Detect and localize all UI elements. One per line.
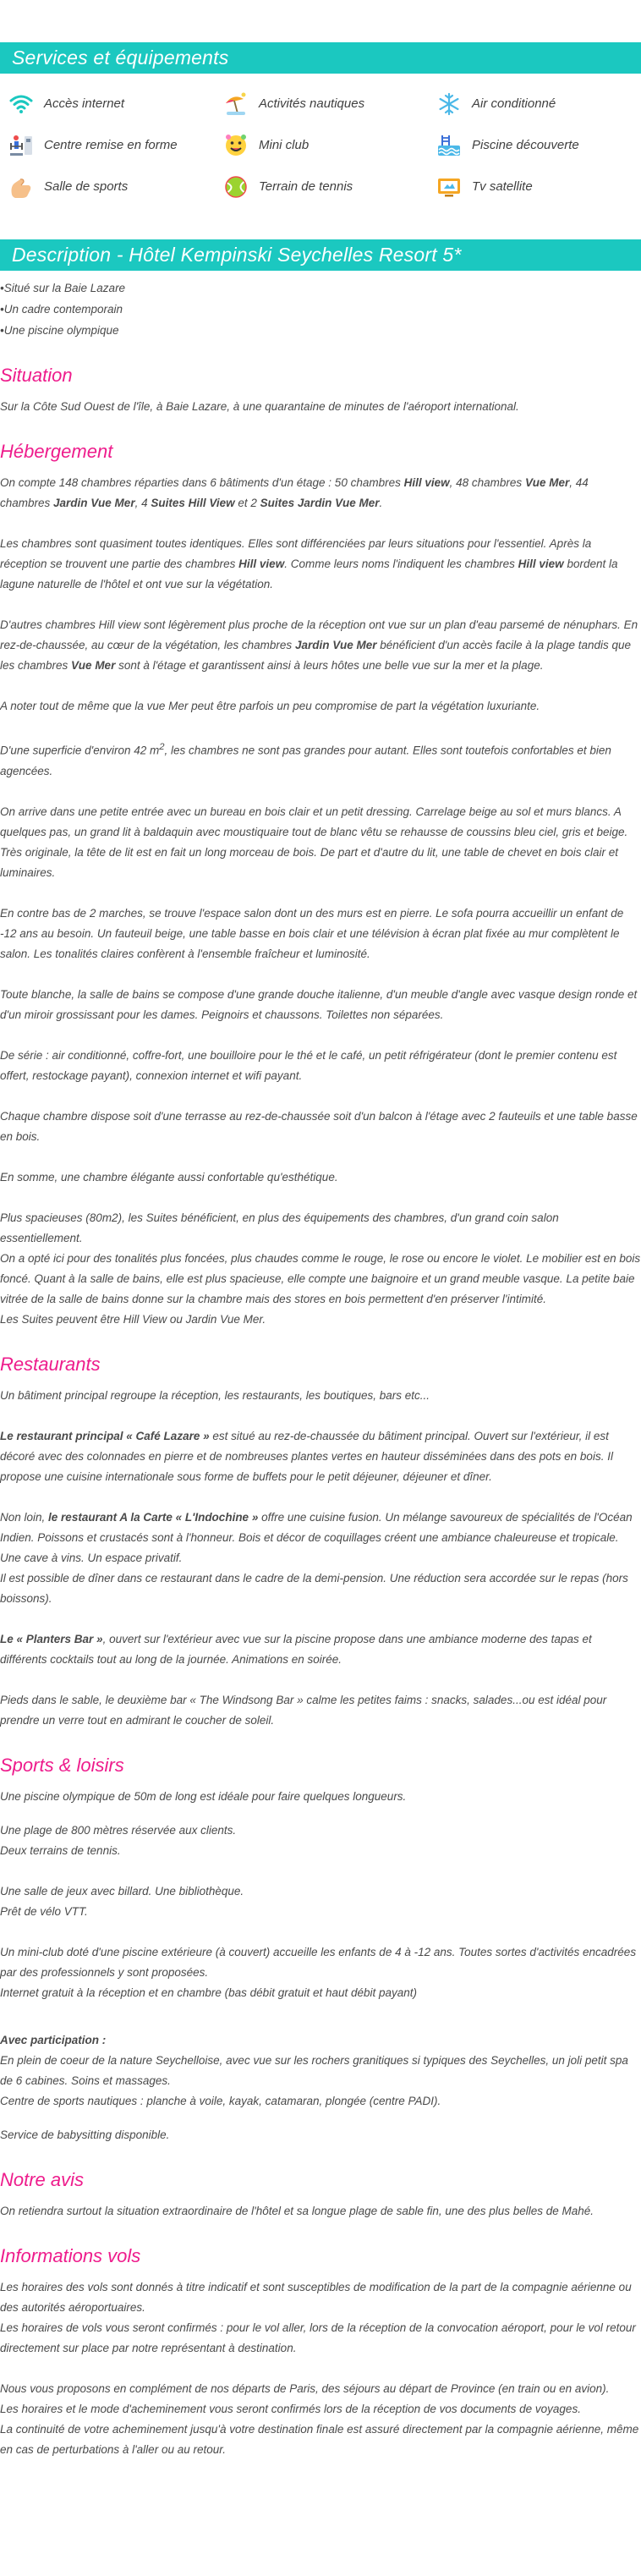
description-banner: Description - Hôtel Kempinski Seychelles Resort 5*	[0, 239, 641, 271]
gym-icon	[8, 174, 34, 200]
sports-tennis: Deux terrains de tennis.	[0, 1843, 121, 1857]
highlights-list	[0, 277, 641, 341]
hebergement-heading: Hébergement	[0, 441, 113, 462]
hebergement-living: En contre bas de 2 marches, se trouve l'espace salon dont un des murs est en pierre. Le sofa pourra accueillir un enfant de -12 ans au besoin. Un fauteuil beige, une table basse en bois clair et une télévision à écran plat fixée au mur complètent le salon. Les tonalités claires confèrent à l'ensemble fraîcheur et luminosité.	[0, 906, 624, 960]
highlight-item: • Un cadre contemporain	[0, 299, 641, 320]
amenity-water-activities	[215, 83, 428, 124]
beach-umbrella-icon	[223, 91, 249, 117]
restaurant-windsong-bar: Pieds dans le sable, le deuxième bar « The Windsong Bar » calme les petites faims : snacks, salades...ou est idéal pour prendre un verre tout en admirant le coucher de soleil.	[0, 1693, 607, 1727]
hotel-page	[0, 42, 641, 2460]
sports-internet: Internet gratuit à la réception et en chambre (bas débit gratuit et haut débit payant)	[0, 1986, 418, 1999]
restaurant-half-board: Il est possible de dîner dans ce restaurant dans le cadre de la demi-pension. Une réduction sera accordée sur le repas (hors boissons).	[0, 1571, 628, 1605]
sports-mini-club: Un mini-club doté d'une piscine extérieure (à couvert) accueille les enfants de 4 à -12 ans. Toutes sortes d'activités encadrées par des professionnels y sont proposées.	[0, 1945, 637, 1979]
hebergement-suites: Plus spacieuses (80m2), les Suites bénéficient, en plus des équipements des chambres, d'un grand coin salon essentiellement.	[0, 1211, 559, 1244]
vols-heading: Informations vols	[0, 2244, 141, 2266]
hebergement-summary: En somme, une chambre élégante aussi confortable qu'esthétique.	[0, 1170, 338, 1184]
sports-heading: Sports & loisirs	[0, 1754, 124, 1776]
vols-schedules: Les horaires et le mode d'acheminement vous seront confirmés lors de la réception de vos documents de voyages.	[0, 2402, 581, 2415]
amenity-outdoor-pool	[428, 124, 641, 166]
amenity-label: Salle de sports	[44, 179, 129, 194]
sports-babysitting: Service de babysitting disponible.	[0, 2128, 170, 2141]
restaurant-planters-bar: Le « Planters Bar », ouvert sur l'extérieur avec vue sur la piscine propose dans une ambiance moderne des tapas et différents cocktails tout au long de la journée. Animations en soirée.	[0, 1632, 592, 1666]
hebergement-note: A noter tout de même que la vue Mer peut être parfois un peu compromise de part la végétation luxuriante.	[0, 700, 540, 712]
restaurants-heading: Restaurants	[0, 1353, 101, 1375]
sports-paid-label: Avec participation :	[0, 2033, 107, 2046]
tv-icon	[436, 174, 462, 200]
amenity-label: Activités nautiques	[259, 96, 365, 111]
hebergement-rooms-views: D'autres chambres Hill view sont légèrement plus proche de la réception ont vue sur un plan d'eau parsemé de nénuphars. En rez-de-chaussée, au cœur de la végétation, les chambres Jardin Vue Mer bénéficient d'un accès facile à la plage tandis que les chambres Vue Mer sont à l'étage et garantissent ainsi à leurs hôtes une belle vue sur la mer et la plage.	[0, 618, 638, 672]
hebergement-rooms-situation: Les chambres sont quasiment toutes identiques. Elles sont différenciées par leurs situations pour l'essentiel. Après la réception se trouvent une partie des chambres Hill view. Comme leurs noms l'indiquent les chambres Hill view bordent la lagune naturelle de l'hôtel et ont vue sur la végétation.	[0, 537, 618, 590]
restaurant-indochine: Non loin, le restaurant A la Carte « L'Indochine » offre une cuisine fusion. Un mélange savoureux de spécialités de l'Océan Indien. Poissons et crustacés sont à l'honneur. Bois et décor de coquillages créent une ambiance chaleureuse et tropicale. Une cave à vins. Un espace privatif.	[0, 1510, 633, 1564]
amenity-label: Tv satellite	[472, 179, 533, 194]
amenity-fitness-center	[0, 124, 215, 166]
amenity-air-conditioning	[428, 83, 641, 124]
avis-text: On retiendra surtout la situation extraordinaire de l'hôtel et sa longue plage de sable fin, une des plus belles de Mahé.	[0, 2204, 594, 2217]
amenity-tennis-court	[215, 166, 428, 207]
hebergement-bathroom: Toute blanche, la salle de bains se compose d'une grande douche italienne, d'un meuble d'angle avec vasque design ronde et d'un miroir grossissant pour les dames. Peignoirs et chaussons. Toilettes non séparées.	[0, 987, 638, 1021]
amenity-label: Terrain de tennis	[259, 179, 353, 194]
tennis-icon	[223, 174, 249, 200]
sports-games-room: Une salle de jeux avec billard. Une bibliothèque.	[0, 1884, 244, 1898]
highlight-item: • Situé sur la Baie Lazare	[0, 277, 641, 299]
sports-spa: En plein de coeur de la nature Seychelloise, avec vue sur les rochers granitiques si typiques des Seychelles, un joli petit spa de 6 cabines. Soins et massages.	[0, 2053, 628, 2087]
pool-icon	[436, 133, 462, 158]
situation-text: Sur la Côte Sud Ouest de l'île, à Baie Lazare, à une quarantaine de minutes de l'aéroport international.	[0, 400, 519, 413]
vols-confirmation: Les horaires de vols vous seront confirmés : pour le vol aller, lors de la réception de la convocation aéroport, pour le vol retour directement sur place par notre représentant à destination.	[0, 2321, 636, 2354]
hebergement-equipment: De série : air conditionné, coffre-fort, une bouilloire pour le thé et le café, un petit réfrigérateur (dont le premier contenu est offert, restockage payant), connexion internet et wifi payant.	[0, 1048, 617, 1082]
amenities-grid	[0, 74, 641, 209]
highlight-item: • Une piscine olympique	[0, 320, 641, 341]
sports-nautical-center: Centre de sports nautiques : planche à voile, kayak, catamaran, plongée (centre PADI).	[0, 2094, 441, 2107]
snowflake-icon	[436, 91, 462, 117]
hebergement-entrance: On arrive dans une petite entrée avec un bureau en bois clair et un petit dressing. Carrelage beige au sol et murs blancs. A quelques pas, un grand lit à baldaquin avec moustiquaire tout de blanc vêtu se rehausse de coussins bleu ciel, gris et beige. Très originale, la tête de lit est en fait un long morceau de bois. De part et d'autre du lit, une table de chevet en bois clair et luminaires.	[0, 805, 628, 879]
vols-continuity: La continuité de votre acheminement jusqu'à votre destination finale est assuré directement par la compagnie aérienne, même en cas de perturbations à l'aller ou au retour.	[0, 2422, 639, 2456]
amenity-label: Accès internet	[44, 96, 125, 111]
description-content	[0, 277, 641, 2460]
hebergement-surface: D'une superficie d'environ 42 $m^2$, les chambres ne sont pas grandes pour autant. Elles sont toutefois confortables et bien agencées.	[0, 742, 611, 777]
amenity-internet	[0, 83, 215, 124]
kids-club-icon	[223, 133, 249, 158]
amenity-kids-club	[215, 124, 428, 166]
fitness-icon	[8, 133, 34, 158]
vols-indicative: Les horaires des vols sont donnés à titre indicatif et sont susceptibles de modification de la part de la compagnie aérienne ou des autorités aéroportuaires.	[0, 2280, 632, 2314]
sports-bikes: Prêt de vélo VTT.	[0, 1904, 88, 1918]
sports-pool: Une piscine olympique de 50m de long est idéale pour faire quelques longueurs.	[0, 1789, 407, 1803]
wifi-icon	[8, 91, 34, 117]
amenity-satellite-tv	[428, 166, 641, 207]
amenity-label: Centre remise en forme	[44, 138, 178, 152]
situation-heading: Situation	[0, 365, 73, 386]
restaurants-intro: Un bâtiment principal regroupe la réception, les restaurants, les boutiques, bars etc...	[0, 1388, 430, 1402]
hebergement-suites-decor: On a opté ici pour des tonalités plus foncées, plus chaudes comme le rouge, le rose ou encore le violet. Le mobilier est en bois foncé. Quant à la salle de bains, elle est plus spacieuse, elle compte une baignoire et un grand meuble vasque. La petite baie vitrée de la salle de bains donne sur la chambre mais des stores en bois permettent d'en préserver l'intimité.	[0, 1251, 641, 1305]
sports-beach: Une plage de 800 mètres réservée aux clients.	[0, 1823, 237, 1837]
amenity-gym	[0, 166, 215, 207]
amenity-label: Air conditionné	[472, 96, 556, 111]
vols-province: Nous vous proposons en complément de nos départs de Paris, des séjours au départ de Province (en train ou en avion).	[0, 2381, 610, 2395]
services-banner: Services et équipements	[0, 42, 641, 74]
amenity-label: Mini club	[259, 138, 310, 152]
hebergement-terrace: Chaque chambre dispose soit d'une terrasse au rez-de-chaussée soit d'un balcon à l'étage avec 2 fauteuils et une table basse en bois.	[0, 1109, 638, 1143]
amenity-label: Piscine découverte	[472, 138, 579, 152]
hebergement-suites-types: Les Suites peuvent être Hill View ou Jardin Vue Mer.	[0, 1312, 266, 1326]
restaurant-cafe-lazare: Le restaurant principal « Café Lazare » est situé au rez-de-chaussée du bâtiment principal. Ouvert sur l'extérieur, il est décoré avec des colonnades en pierre et de nombreuses plantes vertes en hauteur disséminées dans des pots en bois. Il propose une cuisine internationale sous forme de buffets pour le petit déjeuner, déjeuner et dîner.	[0, 1429, 613, 1483]
avis-heading: Notre avis	[0, 2168, 85, 2190]
hebergement-rooms-count: On compte 148 chambres réparties dans 6 bâtiments d'un étage : 50 chambres Hill view, 48 chambres Vue Mer, 44 chambres Jardin Vue Mer, 4 Suites Hill View et 2 Suites Jardin Vue Mer.	[0, 476, 589, 509]
